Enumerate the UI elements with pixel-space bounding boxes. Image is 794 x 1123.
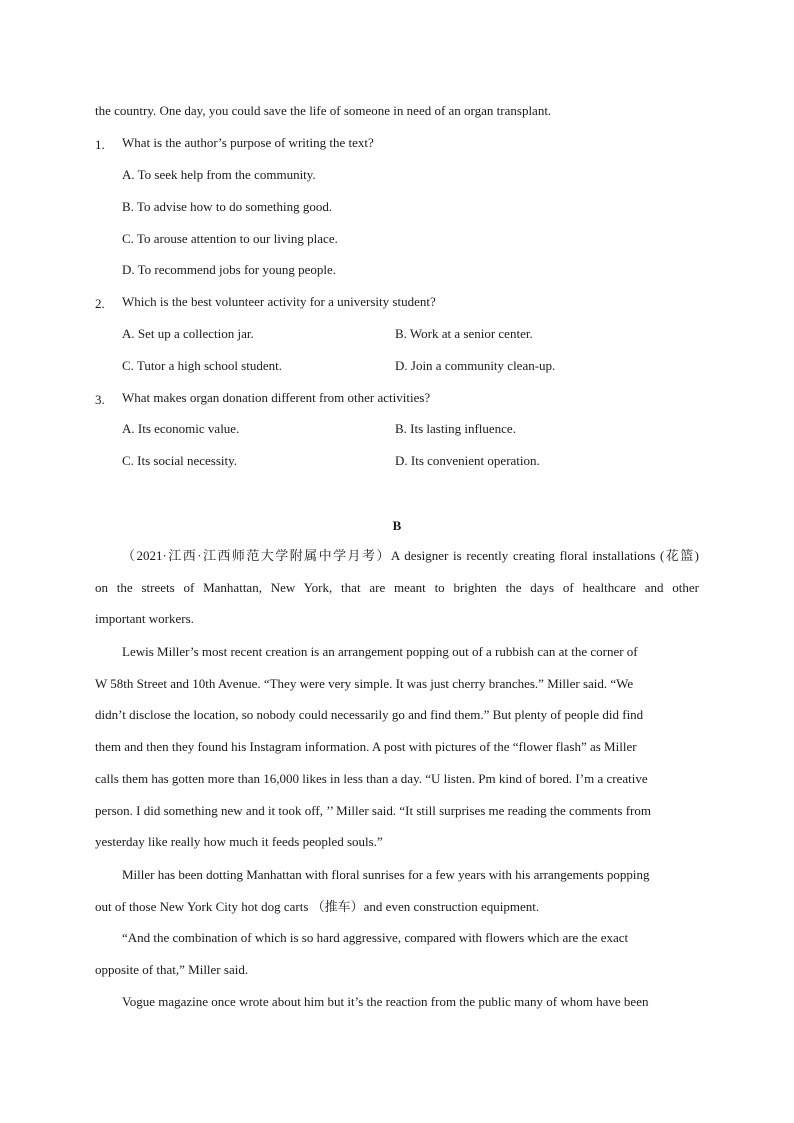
passage-line: （2021·江西·江西师范大学附属中学月考）A designer is recently creating floral installations (花篮) [122, 548, 699, 563]
option-3a: A. Its economic value. [122, 421, 240, 436]
intro-line: the country. One day, you could save the life of someone in need of an organ transplant. [95, 103, 552, 118]
question-text: What makes organ donation different from other activities? [122, 390, 431, 405]
passage-line: didn’t disclose the location, so nobody could necessarily go and find them.” But plenty of people did find [95, 707, 644, 723]
passage-line: opposite of that,” Miller said. [95, 961, 249, 977]
passage-line: “And the combination of which is so hard aggressive, compared with flowers which are the exact [122, 930, 629, 945]
option-1d: D. To recommend jobs for young people. [122, 262, 337, 277]
option-2c: C. Tutor a high school student. [122, 358, 282, 373]
question-number: 1. [95, 137, 105, 152]
option-2a: A. Set up a collection jar. [122, 326, 254, 341]
passage-line: out of those New York City hot dog carts （推车）and even construction equipment. [95, 898, 540, 914]
option-3c: C. Its social necessity. [122, 453, 238, 468]
passage-line: yesterday like really how much it feeds peopled souls.” [95, 834, 383, 850]
passage-line: W 58th Street and 10th Avenue. “They were very simple. It was just cherry branches.” Miller said. “We [95, 675, 634, 691]
passage-paragraph-4 [95, 922, 699, 985]
passage-paragraph-1 [95, 540, 699, 635]
passage-line: calls them has gotten more than 16,000 likes in less than a day. “U listen. Pm kind of bored. I’m a creative [95, 770, 648, 786]
passage-line: Lewis Miller’s most recent creation is an arrangement popping out of a rubbish can at the corner of [122, 644, 638, 659]
option-2b: B. Work at a senior center. [395, 326, 533, 341]
question-number: 3. [95, 392, 105, 407]
passage-paragraph-5 [95, 986, 699, 1018]
question-text: Which is the best volunteer activity for a university student? [122, 294, 436, 309]
passage-line: person. I did something new and it took off, ’’ Miller said. “It still surprises me reading the comments from [95, 802, 651, 818]
passage-paragraph-3 [95, 859, 699, 922]
option-1c: C. To arouse attention to our living place. [122, 231, 338, 246]
passage-line: Miller has been dotting Manhattan with floral sunrises for a few years with his arrangements popping [122, 867, 650, 882]
passage-line: them and then they found his Instagram information. A post with pictures of the “flower flash” as Miller [95, 739, 637, 755]
option-3b: B. Its lasting influence. [395, 421, 516, 436]
passage-line: important workers. [95, 611, 194, 627]
passage-paragraph-2 [95, 636, 699, 858]
option-1b: B. To advise how to do something good. [122, 199, 333, 214]
passage-line: Vogue magazine once wrote about him but it’s the reaction from the public many of whom have been [122, 994, 649, 1009]
option-1a: A. To seek help from the community. [122, 167, 316, 182]
passage-line: on the streets of Manhattan, New York, that are meant to brighten the days of healthcare and other [95, 579, 699, 595]
question-number: 2. [95, 296, 105, 311]
section-heading: B [392, 518, 402, 533]
option-3d: D. Its convenient operation. [395, 453, 540, 468]
question-text: What is the author’s purpose of writing the text? [122, 135, 374, 150]
option-2d: D. Join a community clean-up. [395, 358, 556, 373]
